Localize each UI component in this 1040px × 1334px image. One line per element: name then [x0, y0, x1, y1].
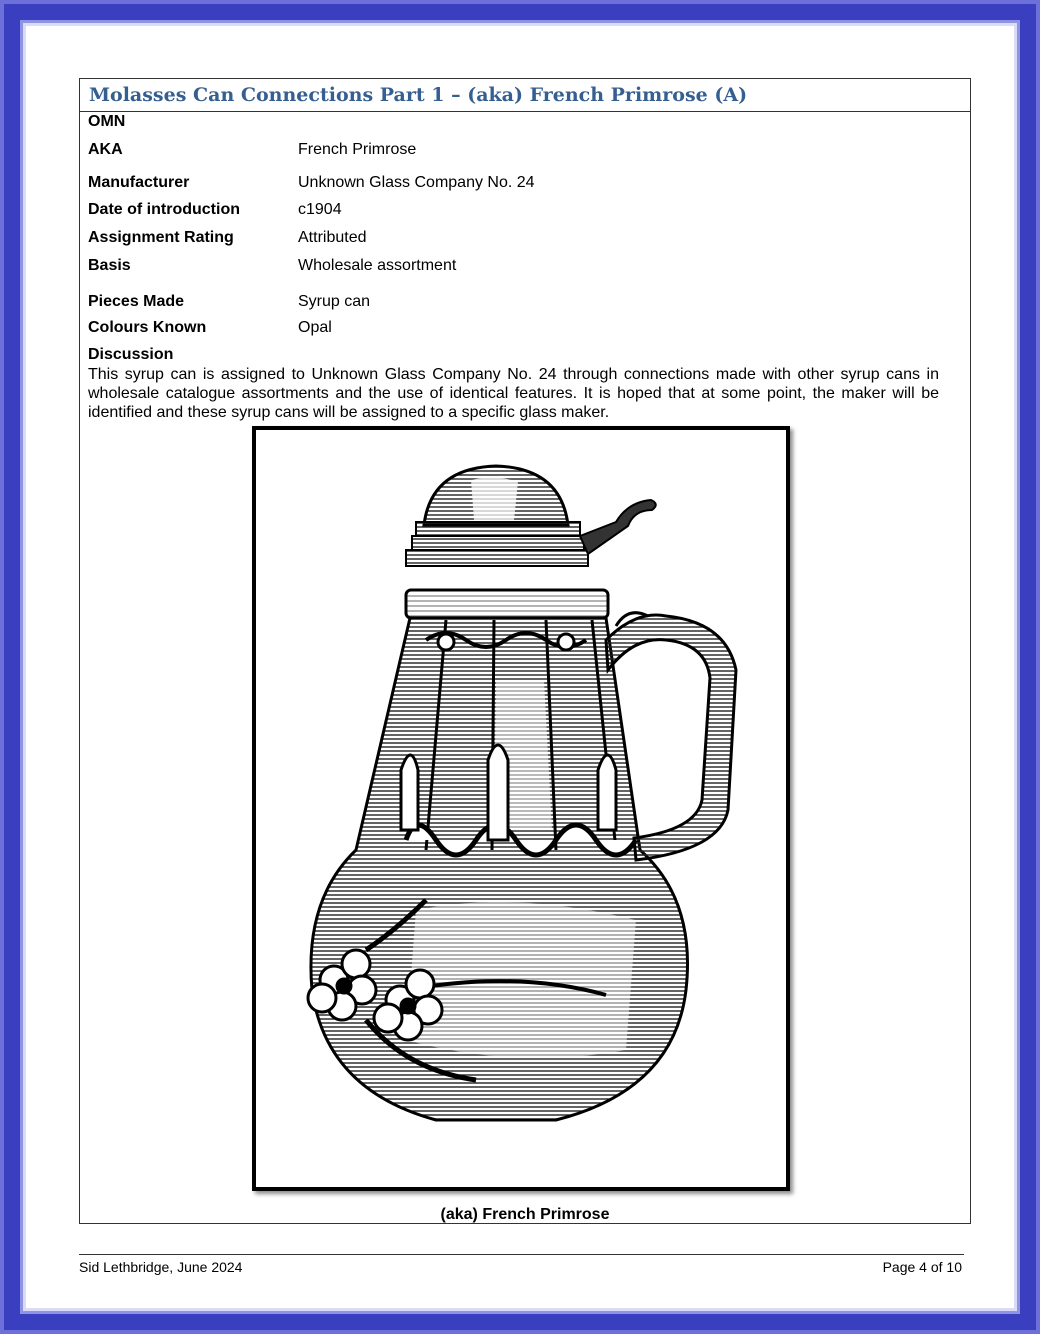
discussion-text: This syrup can is assigned to Unknown Glass Company No. 24 through connections made with other syrup cans in wholesale catalogue assortments and the use of identical features. It is hoped that at some point, the maker will be identified and these syrup cans will be assigned to a specific glass maker. [88, 366, 939, 421]
footer-divider [79, 1254, 964, 1255]
title-bar [80, 79, 970, 112]
field-value: c1904 [298, 201, 342, 218]
field-value: Opal [298, 319, 332, 336]
image-caption: (aka) French Primrose [440, 1206, 610, 1223]
field-assignment-rating [88, 229, 367, 247]
syrup-can-drawing [256, 430, 786, 1187]
field-value: French Primrose [298, 141, 417, 158]
field-label: Colours Known [88, 319, 207, 336]
field-label: Basis [88, 257, 131, 274]
field-manufacturer [88, 174, 535, 192]
field-label: Pieces Made [88, 293, 185, 310]
field-value: Wholesale assortment [298, 257, 457, 274]
field-label: AKA [88, 141, 123, 158]
field-value: Attributed [298, 229, 367, 246]
field-date-of-introduction [88, 201, 342, 219]
field-label: Assignment Rating [88, 229, 234, 246]
field-label: Manufacturer [88, 174, 190, 191]
field-label: Date of introduction [88, 201, 240, 218]
field-colours-known [88, 319, 332, 337]
field-pieces-made [88, 293, 371, 311]
footer-author: Sid Lethbridge, June 2024 [79, 1259, 243, 1275]
field-aka [88, 141, 417, 159]
field-value: Syrup can [298, 293, 371, 310]
field-basis [88, 257, 457, 275]
field-label: OMN [88, 113, 126, 130]
content-box [79, 78, 971, 1224]
footer-page-number: Page 4 of 10 [882, 1259, 962, 1275]
field-value: Unknown Glass Company No. 24 [298, 174, 535, 191]
syrup-can-illustration [252, 426, 790, 1191]
page-title: Molasses Can Connections Part 1 – (aka) French Primrose (A) [89, 84, 748, 106]
field-omn [88, 113, 125, 131]
discussion-heading: Discussion [88, 346, 174, 363]
